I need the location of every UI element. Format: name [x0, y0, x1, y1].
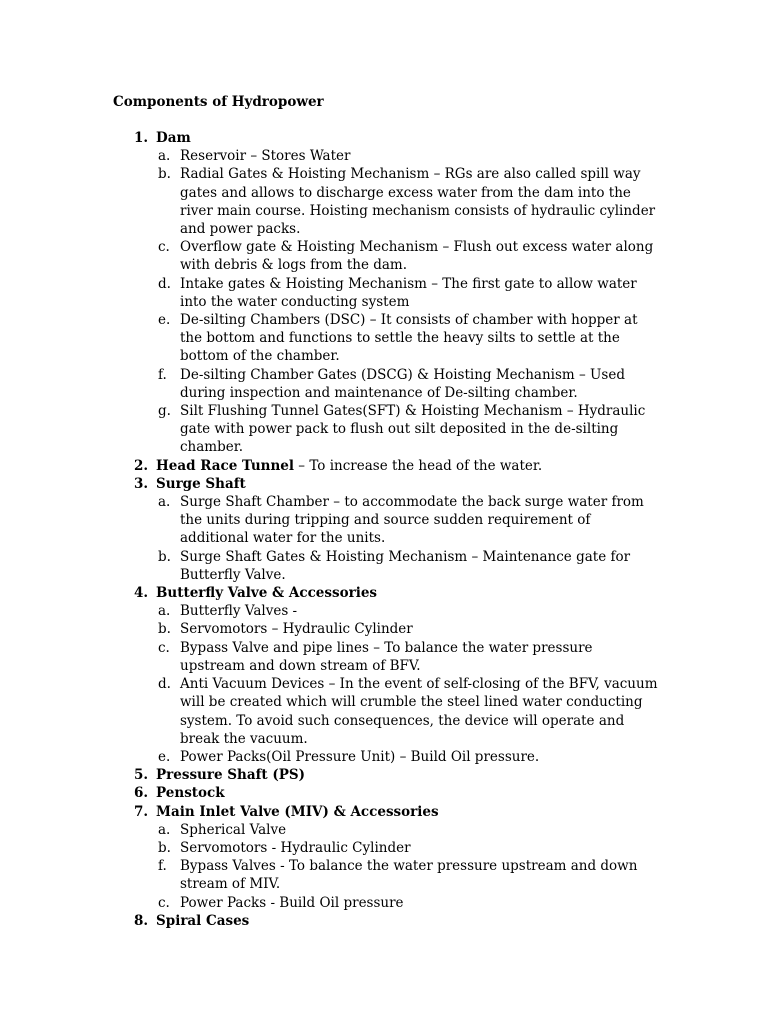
subitem-text: De-silting Chamber Gates (DSCG) & Hoisting Mechanism – Used during inspection and maintenance of De-silting chamber.	[180, 366, 625, 401]
subitem-letter: b.	[158, 548, 171, 565]
subitem-letter: a.	[158, 494, 171, 511]
outline-subitem	[0, 493, 768, 548]
section-title: Surge Shaft	[156, 475, 246, 492]
outline-subitem	[0, 311, 768, 366]
subitem-letter: c.	[158, 239, 170, 256]
subitem-text: Radial Gates & Hoisting Mechanism – RGs are also called spill way gates and allows to discharge excess water from the dam into the river main course. Hoisting mechanism consists of hydraulic cylinder and power packs.	[180, 166, 656, 238]
outline-subitem	[0, 147, 768, 165]
section-heading	[156, 129, 676, 147]
outline-subitem	[0, 748, 768, 766]
section-title: Pressure Shaft (PS)	[156, 767, 306, 784]
numbered-outline	[0, 129, 768, 930]
section-title: Head Race Tunnel	[156, 457, 294, 474]
section-heading	[156, 784, 676, 802]
subitem-letter: b.	[158, 621, 171, 638]
outline-subitem	[0, 275, 768, 311]
outline-subitem	[0, 165, 768, 238]
subitem-letter: d.	[158, 676, 171, 693]
outline-subitem	[0, 839, 768, 857]
section-number: 6.	[134, 785, 149, 802]
subitem-text: Servomotors – Hydraulic Cylinder	[180, 621, 413, 638]
subitem-text: Power Packs(Oil Pressure Unit) – Build Oil pressure.	[180, 748, 540, 765]
outline-subitem	[0, 366, 768, 402]
section-description: – To increase the head of the water.	[294, 457, 543, 474]
subitem-letter: d.	[158, 275, 171, 292]
subitem-letter: a.	[158, 603, 171, 620]
subitem-text: Spherical Valve	[180, 821, 287, 838]
section-title: Dam	[156, 130, 191, 146]
subitem-text: Surge Shaft Chamber – to accommodate the back surge water from the units during tripping and source sudden requirement of additional water for the units.	[180, 494, 644, 547]
subitem-letter: b.	[158, 839, 171, 856]
subitem-letter: f.	[158, 366, 167, 383]
subitem-text: Servomotors - Hydraulic Cylinder	[180, 839, 411, 856]
outline-section	[0, 129, 768, 147]
subitem-text: Power Packs - Build Oil pressure	[180, 894, 404, 911]
section-heading	[156, 803, 676, 821]
subitem-text: Bypass Valve and pipe lines – To balance the water pressure upstream and down stream of BFV.	[180, 639, 593, 674]
outline-section	[0, 457, 768, 475]
section-number: 2.	[134, 457, 149, 474]
section-title: Butterfly Valve & Accessories	[156, 585, 378, 602]
outline-subitem	[0, 402, 768, 457]
outline-section	[0, 584, 768, 602]
section-heading	[156, 584, 676, 602]
subitem-text: Overflow gate & Hoisting Mechanism – Flush out excess water along with debris & logs from the dam.	[180, 239, 654, 274]
section-title: Main Inlet Valve (MIV) & Accessories	[156, 803, 439, 820]
section-number: 3.	[134, 475, 149, 492]
outline-subitem	[0, 821, 768, 839]
subitem-text: Butterfly Valves -	[180, 603, 298, 620]
section-number: 5.	[134, 767, 149, 784]
subitem-letter: b.	[158, 166, 171, 183]
section-title: Spiral Cases	[156, 912, 250, 929]
subitem-letter: g.	[158, 403, 171, 420]
document-title: Components of Hydropower	[113, 94, 324, 110]
outline-section	[0, 475, 768, 493]
section-heading	[156, 457, 676, 475]
section-heading	[156, 912, 676, 930]
section-heading	[156, 766, 676, 784]
subitem-letter: e.	[158, 312, 171, 329]
subitem-letter: c.	[158, 639, 170, 656]
subitem-text: Anti Vacuum Devices – In the event of self-closing of the BFV, vacuum will be created which will crumble the steel lined water conducting system. To avoid such consequences, the device will operate and break the vacuum.	[180, 676, 658, 747]
subitem-letter: f.	[158, 858, 167, 875]
outline-subitem	[0, 857, 768, 893]
outline-section	[0, 784, 768, 802]
subitem-text: Bypass Valves - To balance the water pressure upstream and down stream of MIV.	[180, 858, 638, 893]
subitem-text: De-silting Chambers (DSC) – It consists of chamber with hopper at the bottom and functions to settle the heavy silts to settle at the bottom of the chamber.	[180, 312, 638, 365]
outline-section	[0, 803, 768, 821]
subitem-letter: c.	[158, 894, 170, 911]
section-number: 1.	[134, 130, 149, 146]
section-heading	[156, 475, 676, 493]
outline-subitem	[0, 675, 768, 748]
outline-subitem	[0, 639, 768, 675]
outline-subitem	[0, 238, 768, 274]
subitem-letter: e.	[158, 748, 171, 765]
subitem-text: Surge Shaft Gates & Hoisting Mechanism – Maintenance gate for Butterfly Valve.	[180, 548, 631, 583]
subitem-text: Intake gates & Hoisting Mechanism – The first gate to allow water into the water conducting system	[180, 275, 637, 310]
section-number: 8.	[134, 912, 149, 929]
subitem-text: Silt Flushing Tunnel Gates(SFT) & Hoisting Mechanism – Hydraulic gate with power pack to flush out silt deposited in the de-silting chamber.	[180, 403, 646, 456]
outline-subitem	[0, 548, 768, 584]
outline-subitem	[0, 602, 768, 620]
outline-subitem	[0, 894, 768, 912]
subitem-letter: a.	[158, 148, 171, 165]
outline-section	[0, 912, 768, 930]
section-title: Penstock	[156, 785, 225, 802]
subitem-text: Reservoir – Stores Water	[180, 148, 351, 165]
outline-subitem	[0, 620, 768, 638]
section-number: 7.	[134, 803, 149, 820]
subitem-letter: a.	[158, 821, 171, 838]
outline-section	[0, 766, 768, 784]
section-number: 4.	[134, 585, 149, 602]
